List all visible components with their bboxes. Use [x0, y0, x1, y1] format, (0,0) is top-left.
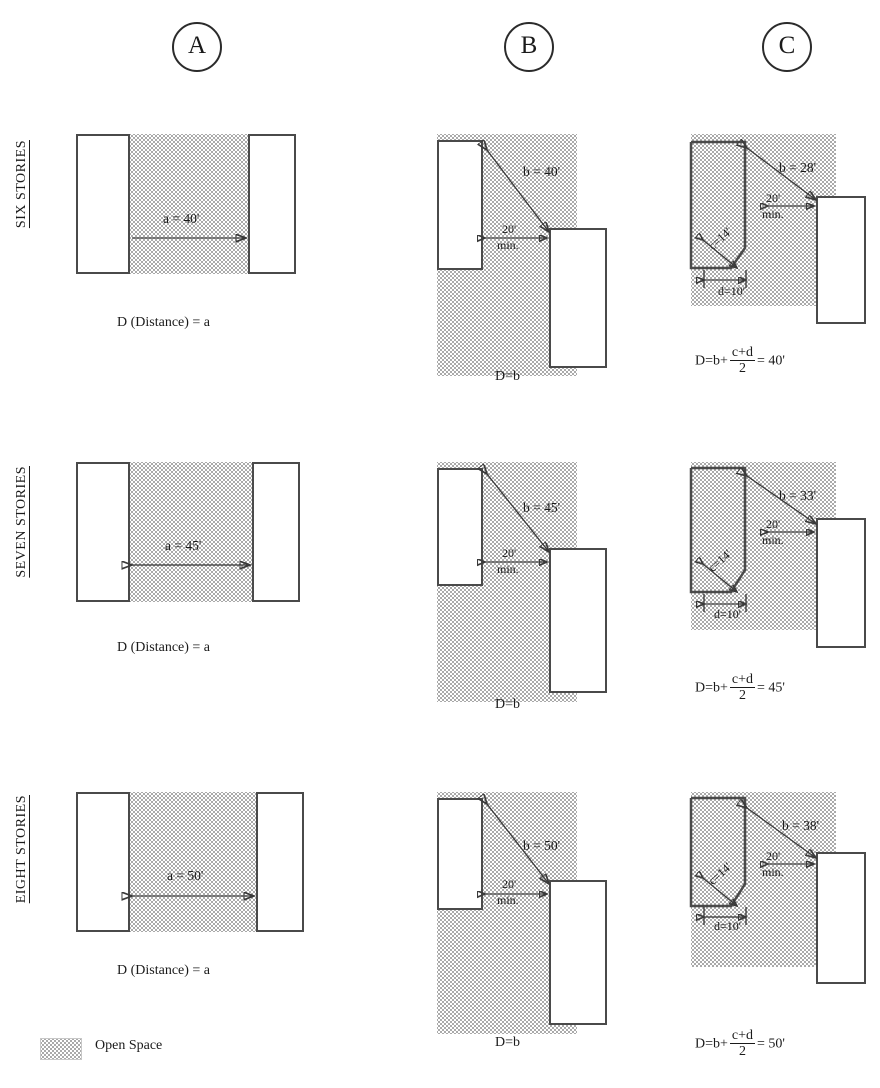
- dim-min-top-c-eight: 20': [766, 849, 781, 863]
- dim-min-bottom-c-six: min.: [762, 207, 784, 221]
- open-space-a-seven: [130, 462, 254, 602]
- dim-b-six: b = 40': [523, 164, 561, 179]
- legend-open-space-swatch: [40, 1038, 82, 1060]
- dim-b-eight: b = 50': [523, 838, 561, 853]
- dim-min-top-b-seven: 20': [502, 546, 517, 560]
- column-header-b: B: [504, 22, 554, 72]
- building-lower-b-six: [549, 228, 607, 368]
- dim-b-c-eight: b = 38': [782, 818, 820, 833]
- caption-c-six-pre: D=b+: [695, 353, 728, 369]
- building-lower-c-six: [816, 196, 866, 324]
- caption-b-eight: D=b: [495, 1035, 521, 1050]
- caption-c-eight-numerator: c+d: [731, 1028, 754, 1043]
- caption-b-seven: D=b: [495, 697, 521, 712]
- building-lower-b-eight: [549, 880, 607, 1025]
- dim-min-top-c-seven: 20': [766, 517, 781, 531]
- caption-c-seven-post: = 45': [757, 680, 785, 696]
- building-right-a-eight: [256, 792, 304, 932]
- dim-min-top-b-six: 20': [502, 222, 517, 236]
- dim-min-top-c-six: 20': [766, 191, 781, 205]
- caption-c-seven-pre: D=b+: [695, 680, 728, 696]
- caption-b-six: D=b: [495, 369, 521, 384]
- caption-a-seven: D (Distance) = a: [117, 640, 211, 655]
- building-left-a-eight: [76, 792, 130, 932]
- caption-a-six: D (Distance) = a: [117, 315, 211, 330]
- legend-open-space-label: Open Space: [95, 1038, 163, 1053]
- dim-min-bottom-c-seven: min.: [762, 533, 784, 547]
- caption-c-six-denominator: 2: [738, 361, 746, 377]
- caption-c-seven-fraction: [730, 672, 755, 704]
- caption-c-seven: [695, 672, 785, 704]
- building-upper-b-eight: [437, 798, 483, 910]
- building-upper-b-six: [437, 140, 483, 270]
- caption-c-six-numerator: c+d: [731, 345, 754, 360]
- dim-a-seven: a = 45': [165, 538, 202, 553]
- dim-min-bottom-b-eight: min.: [497, 893, 519, 907]
- dim-b-c-six: b = 28': [779, 160, 817, 175]
- caption-c-six-post: = 40': [757, 353, 785, 369]
- caption-c-eight-fraction: [730, 1028, 755, 1060]
- dim-d-c-seven: d=10': [714, 607, 741, 621]
- row-label-six-stories: SIX STORIES: [14, 140, 29, 229]
- building-upper-b-seven: [437, 468, 483, 586]
- building-right-a-six: [248, 134, 296, 274]
- caption-c-six-fraction: [730, 345, 755, 377]
- dim-min-bottom-c-eight: min.: [762, 865, 784, 879]
- caption-c-eight-denominator: 2: [738, 1044, 746, 1060]
- dim-b-c-seven: b = 33': [779, 488, 817, 503]
- open-space-a-six: [130, 134, 252, 274]
- dim-c-c-seven: c=14': [705, 546, 735, 575]
- dim-a-eight: a = 50': [167, 868, 204, 883]
- dim-a-six: a = 40': [163, 211, 200, 226]
- building-left-a-seven: [76, 462, 130, 602]
- caption-c-eight: [695, 1028, 785, 1060]
- caption-c-seven-numerator: c+d: [731, 672, 754, 687]
- building-lower-c-eight: [816, 852, 866, 984]
- building-lower-b-seven: [549, 548, 607, 693]
- column-header-a: A: [172, 22, 222, 72]
- dim-d-c-eight: d=10': [714, 919, 741, 933]
- dim-c-c-eight: c=14': [705, 859, 735, 888]
- building-right-a-seven: [252, 462, 300, 602]
- dim-min-bottom-b-seven: min.: [497, 562, 519, 576]
- dim-b-seven: b = 45': [523, 500, 561, 515]
- row-label-seven-stories: SEVEN STORIES: [14, 466, 29, 578]
- caption-c-six: [695, 345, 785, 377]
- caption-c-eight-post: = 50': [757, 1036, 785, 1052]
- row-label-eight-stories: EIGHT STORIES: [14, 795, 29, 904]
- dim-min-bottom-b-six: min.: [497, 238, 519, 252]
- dim-c-c-six: c=14': [705, 224, 735, 253]
- building-lower-c-seven: [816, 518, 866, 648]
- dim-d-c-six: d=10': [718, 284, 745, 298]
- open-space-a-eight: [130, 792, 258, 932]
- dim-min-top-b-eight: 20': [502, 877, 517, 891]
- caption-a-eight: D (Distance) = a: [117, 963, 211, 978]
- building-left-a-six: [76, 134, 130, 274]
- caption-c-seven-denominator: 2: [738, 688, 746, 704]
- caption-c-eight-pre: D=b+: [695, 1036, 728, 1052]
- column-header-c: C: [762, 22, 812, 72]
